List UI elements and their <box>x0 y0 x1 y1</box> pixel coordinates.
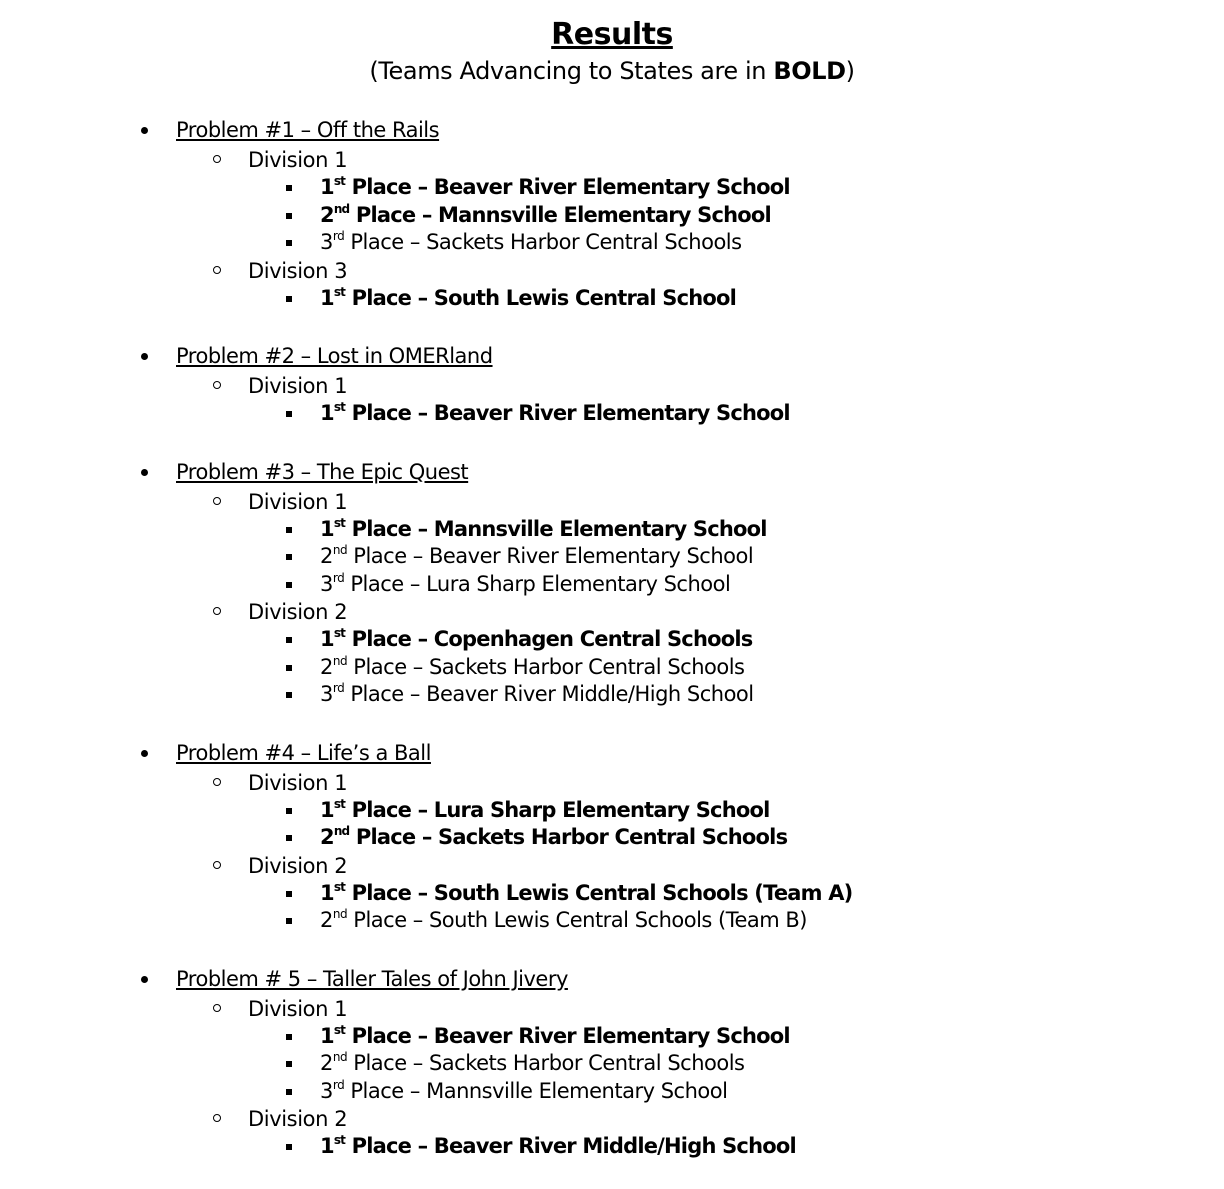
place-item <box>0 202 1224 230</box>
bullet-square-icon <box>286 665 292 671</box>
place-item <box>0 1133 1224 1161</box>
problem-heading <box>0 340 1224 372</box>
problem-title: Problem #1 – Off the Rails <box>176 118 440 142</box>
place-item <box>0 571 1224 599</box>
place-school-text: Place – South Lewis Central Schools (Team B) <box>347 908 807 932</box>
problem-heading <box>0 963 1224 995</box>
place-school-text: Place – Mannsville Elementary School <box>344 1078 728 1103</box>
place-number: 2 <box>320 1051 333 1075</box>
place-number: 1 <box>320 516 334 541</box>
subtitle-text-after: ) <box>845 57 855 85</box>
place-ordinal-suffix: nd <box>332 907 348 921</box>
place-school-text: Place – Beaver River Elementary School <box>345 1023 790 1048</box>
place-school-text: Place – Lura Sharp Elementary School <box>345 797 770 822</box>
place-ordinal-suffix: st <box>333 626 346 640</box>
place-result-advancing <box>320 626 752 654</box>
bullet-circle-icon <box>213 861 221 869</box>
place-school-text: Place – Sackets Harbor Central Schools <box>349 825 788 849</box>
bullet-circle-icon <box>213 497 221 505</box>
bullet-square-icon <box>286 1061 292 1067</box>
problem-section <box>0 340 1224 428</box>
bullet-square-icon <box>286 891 292 897</box>
place-number: 1 <box>320 1023 334 1048</box>
place-number: 1 <box>320 797 334 822</box>
place-ordinal-suffix: rd <box>332 1077 345 1092</box>
bullet-square-icon <box>286 808 292 814</box>
place-school-text: Place – Mannsville Elementary School <box>349 202 771 227</box>
place-result-advancing <box>320 400 790 428</box>
place-result-advancing <box>320 797 770 825</box>
problem-title: Problem # 5 – Taller Tales of John Jivery <box>176 966 568 991</box>
place-item <box>0 824 1224 852</box>
division-label: Division 2 <box>248 600 348 624</box>
place-result-advancing <box>320 285 736 313</box>
problem-section <box>0 456 1224 709</box>
place-school-text: Place – South Lewis Central Schools (Team A) <box>345 880 853 905</box>
bullet-dot-icon <box>141 353 148 360</box>
division-label: Division 1 <box>248 770 348 795</box>
bullet-circle-icon <box>213 1114 221 1122</box>
place-result-advancing <box>320 202 771 230</box>
place-item <box>0 229 1224 257</box>
division-label: Division 3 <box>248 258 348 283</box>
place-number: 2 <box>320 654 333 679</box>
bullet-circle-icon <box>213 381 221 389</box>
place-number: 3 <box>320 682 333 706</box>
place-ordinal-suffix: st <box>333 174 346 188</box>
bullet-circle-icon <box>213 778 221 786</box>
place-result <box>320 654 744 682</box>
division-heading <box>0 1105 1224 1133</box>
problem-heading <box>0 737 1224 769</box>
place-item <box>0 285 1224 313</box>
bullet-square-icon <box>286 692 292 698</box>
place-item <box>0 400 1224 428</box>
place-result <box>320 543 753 571</box>
division-label: Division 2 <box>248 1107 348 1131</box>
bullet-square-icon <box>286 185 292 191</box>
place-ordinal-suffix: nd <box>333 201 350 216</box>
place-number: 3 <box>320 571 333 596</box>
place-result-advancing <box>320 1023 790 1051</box>
place-item <box>0 797 1224 825</box>
place-result <box>320 571 730 599</box>
place-item <box>0 626 1224 654</box>
place-ordinal-suffix: rd <box>332 570 345 585</box>
page-title: Results <box>551 17 673 52</box>
place-result <box>320 907 807 935</box>
place-number: 2 <box>320 908 333 932</box>
bullet-dot-icon <box>141 469 148 476</box>
bullet-circle-icon <box>213 607 221 615</box>
division-label: Division 1 <box>248 374 348 398</box>
bullet-square-icon <box>286 582 292 588</box>
place-item <box>0 516 1224 544</box>
division-heading <box>0 769 1224 797</box>
bullet-square-icon <box>286 637 292 643</box>
division-heading <box>0 372 1224 400</box>
place-result <box>320 1078 727 1106</box>
bullet-square-icon <box>286 213 292 219</box>
problem-section <box>0 114 1224 312</box>
division-heading <box>0 146 1224 174</box>
bullet-circle-icon <box>213 155 221 163</box>
bullet-dot-icon <box>141 750 148 757</box>
place-item <box>0 1078 1224 1106</box>
place-school-text: Place – Beaver River Middle/High School <box>345 1134 796 1158</box>
results-list <box>0 114 1224 1189</box>
division-label: Division 1 <box>248 148 348 172</box>
problem-title: Problem #3 – The Epic Quest <box>176 459 469 484</box>
place-number: 1 <box>320 401 334 425</box>
place-result-advancing <box>320 880 852 908</box>
place-number: 1 <box>320 880 334 905</box>
place-ordinal-suffix: st <box>333 1133 346 1147</box>
place-result-advancing <box>320 174 790 202</box>
place-ordinal-suffix: st <box>333 796 346 811</box>
problem-section <box>0 737 1224 935</box>
place-result-advancing <box>320 1133 796 1161</box>
place-school-text: Place – South Lewis Central School <box>345 285 737 310</box>
bullet-square-icon <box>286 527 292 533</box>
division-heading <box>0 598 1224 626</box>
place-school-text: Place – Beaver River Middle/High School <box>344 682 754 706</box>
place-number: 1 <box>320 1134 334 1158</box>
division-label: Division 1 <box>248 996 348 1021</box>
bullet-square-icon <box>286 411 292 417</box>
bullet-circle-icon <box>213 266 221 274</box>
place-ordinal-suffix: st <box>333 284 346 299</box>
place-item <box>0 543 1224 571</box>
place-number: 2 <box>320 825 334 849</box>
place-item <box>0 1023 1224 1051</box>
place-number: 2 <box>320 202 334 227</box>
place-school-text: Place – Mannsville Elementary School <box>345 516 767 541</box>
problem-title: Problem #2 – Lost in OMERland <box>176 344 493 368</box>
bullet-square-icon <box>286 1089 292 1095</box>
bullet-square-icon <box>286 835 292 841</box>
place-item <box>0 1050 1224 1078</box>
subtitle-text-before: (Teams Advancing to States are in <box>369 57 774 85</box>
place-number: 3 <box>320 230 333 254</box>
problem-section <box>0 963 1224 1161</box>
place-ordinal-suffix: st <box>333 400 346 414</box>
place-school-text: Place – Sackets Harbor Central Schools <box>347 654 745 679</box>
place-ordinal-suffix: nd <box>332 653 348 668</box>
place-ordinal-suffix: nd <box>332 543 348 557</box>
place-number: 1 <box>320 285 334 310</box>
place-item <box>0 654 1224 682</box>
place-school-text: Place – Copenhagen Central Schools <box>345 627 753 651</box>
place-ordinal-suffix: st <box>333 879 346 894</box>
page-subtitle <box>0 54 1224 88</box>
place-result-advancing <box>320 516 767 544</box>
place-ordinal-suffix: nd <box>333 824 350 838</box>
document-header <box>0 0 1224 88</box>
bullet-square-icon <box>286 296 292 302</box>
place-item <box>0 907 1224 935</box>
problem-heading <box>0 114 1224 146</box>
place-number: 3 <box>320 1078 333 1103</box>
place-ordinal-suffix: rd <box>332 681 345 695</box>
place-ordinal-suffix: st <box>333 515 346 530</box>
division-heading <box>0 488 1224 516</box>
division-heading <box>0 257 1224 285</box>
problem-title: Problem #4 – Life’s a Ball <box>176 740 431 765</box>
place-school-text: Place – Beaver River Elementary School <box>345 401 790 425</box>
place-number: 1 <box>320 175 334 199</box>
bullet-square-icon <box>286 240 292 246</box>
place-school-text: Place – Sackets Harbor Central Schools <box>344 230 742 254</box>
place-item <box>0 174 1224 202</box>
place-item <box>0 681 1224 709</box>
place-school-text: Place – Sackets Harbor Central Schools <box>347 1051 745 1075</box>
place-result <box>320 229 742 257</box>
place-school-text: Place – Beaver River Elementary School <box>347 544 754 568</box>
bullet-circle-icon <box>213 1004 221 1012</box>
place-school-text: Place – Lura Sharp Elementary School <box>344 571 731 596</box>
place-result <box>320 1050 744 1078</box>
subtitle-bold-word: BOLD <box>773 57 846 85</box>
division-heading <box>0 995 1224 1023</box>
place-result-advancing <box>320 824 787 852</box>
problem-heading <box>0 456 1224 488</box>
division-heading <box>0 852 1224 880</box>
place-number: 2 <box>320 544 333 568</box>
division-label: Division 2 <box>248 853 348 878</box>
bullet-dot-icon <box>141 976 148 983</box>
place-number: 1 <box>320 627 334 651</box>
place-ordinal-suffix: st <box>333 1022 346 1037</box>
place-item <box>0 880 1224 908</box>
bullet-dot-icon <box>141 127 148 134</box>
bullet-square-icon <box>286 554 292 560</box>
place-ordinal-suffix: rd <box>332 229 345 243</box>
place-result <box>320 681 754 709</box>
bullet-square-icon <box>286 1144 292 1150</box>
place-ordinal-suffix: nd <box>332 1050 348 1064</box>
bullet-square-icon <box>286 1034 292 1040</box>
place-school-text: Place – Beaver River Elementary School <box>345 175 790 199</box>
bullet-square-icon <box>286 918 292 924</box>
division-label: Division 1 <box>248 489 348 514</box>
